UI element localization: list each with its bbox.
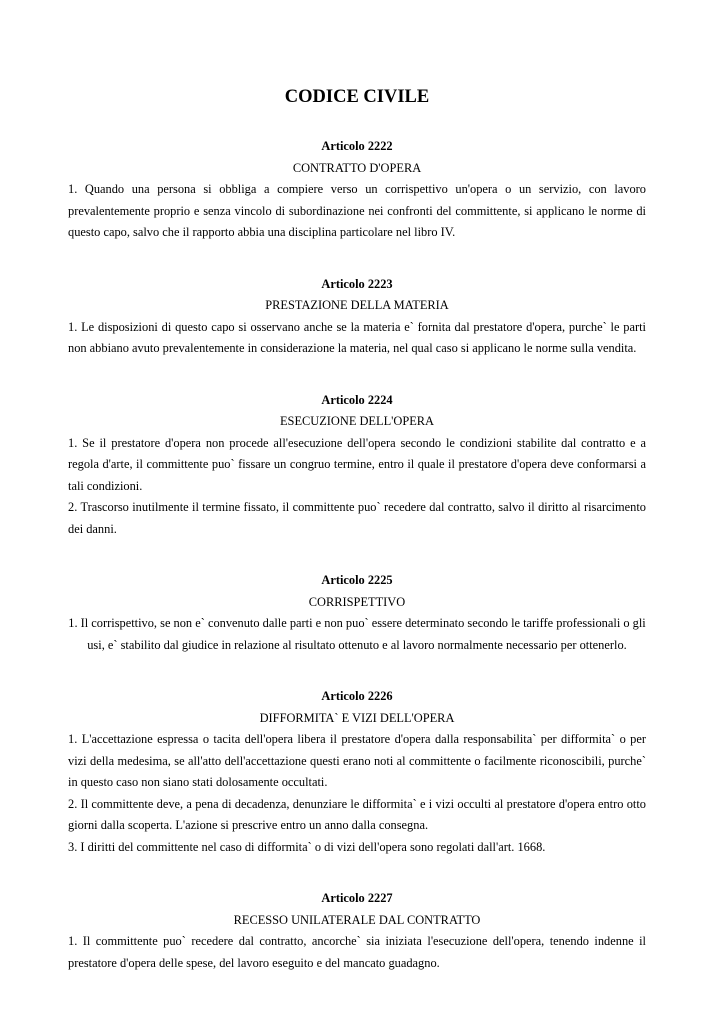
article-paragraph: 2. Il committente deve, a pena di decadenza, denunziare le difformita` e i vizi occulti al prestatore d'opera entro otto giorni dalla scoperta. L'azione si prescrive entro un anno dalla consegna.	[68, 796, 646, 832]
article-heading: CONTRATTO D'OPERA	[292, 160, 422, 175]
article-paragraph: 1. Il committente puo` recedere dal contratto, ancorche` sia iniziata l'esecuzione dell'opera, tenendo indenne il prestatore d'opera delle spese, del lavoro eseguito e del mancato guadagno.	[68, 934, 646, 970]
article-paragraph: 3. I diritti del committente nel caso di difformita` o di vizi dell'opera sono regolati dall'art. 1668.	[68, 839, 546, 854]
article-2225	[68, 570, 646, 656]
article-paragraph: 1. Le disposizioni di questo capo si osservano anche se la materia e` fornita dal prestatore d'opera, purche` le parti non abbiano avuto prevalentemente in considerazione la materia, nel qual caso si applicano le norme sulla vendita.	[68, 319, 646, 355]
article-number: Articolo 2222	[321, 139, 393, 153]
document-title: CODICE CIVILE	[284, 87, 430, 107]
article-number: Articolo 2226	[321, 689, 393, 703]
article-number: Articolo 2225	[321, 573, 393, 587]
article-paragraph: 1. Se il prestatore d'opera non procede all'esecuzione dell'opera secondo le condizioni stabilite dal contratto e a regola d'arte, il committente puo` fissare un congruo termine, entro il quale il prestatore d'opera deve conformarsi a tali condizioni.	[68, 435, 646, 493]
article-2224	[68, 390, 646, 541]
article-paragraph: 1. Quando una persona si obbliga a compiere verso un corrispettivo un'opera o un servizio, con lavoro prevalentemente proprio e senza vincolo di subordinazione nei confronti del committente, si applicano le norme di questo capo, salvo che il rapporto abbia una disciplina particolare nel libro IV.	[68, 182, 646, 239]
article-heading: CORRISPETTIVO	[308, 594, 406, 609]
article-2222	[68, 136, 646, 244]
article-paragraph: 2. Trascorso inutilmente il termine fissato, il committente puo` recedere dal contratto, salvo il diritto al risarcimento dei danni.	[68, 500, 646, 536]
document-page	[68, 86, 646, 1000]
article-number: Articolo 2223	[321, 276, 393, 291]
article-paragraph: 1. L'accettazione espressa o tacita dell'opera libera il prestatore d'opera dalla responsabilita` per difformita` o per vizi della medesima, se all'atto dell'accettazione questi erano noti al committente o facilmente riconoscibili, purche` in questo caso non siano stati dolosamente occultati.	[68, 732, 646, 789]
article-heading: PRESTAZIONE DELLA MATERIA	[265, 298, 449, 312]
article-2227	[68, 888, 646, 974]
article-heading: ESECUZIONE DELL'OPERA	[279, 414, 434, 428]
article-2223	[68, 274, 646, 360]
article-paragraph: 1. Il corrispettivo, se non e` convenuto dalle parti e non puo` essere determinato secondo le tariffe professionali o gli usi, e` stabilito dal giudice in relazione al risultato ottenuto e al lavoro normalmente necessario per ottenerlo.	[68, 616, 646, 652]
article-2226	[68, 686, 646, 858]
article-heading: DIFFORMITA` E VIZI DELL'OPERA	[259, 710, 455, 725]
article-heading: RECESSO UNILATERALE DAL CONTRATTO	[233, 912, 481, 927]
article-number: Articolo 2224	[321, 392, 393, 407]
article-number: Articolo 2227	[321, 891, 393, 905]
